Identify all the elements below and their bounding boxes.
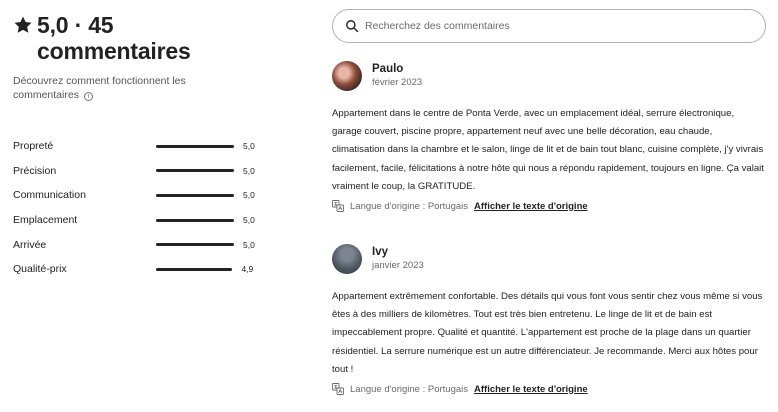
rating-headline (13, 12, 263, 64)
category-bar (156, 243, 234, 246)
search-box[interactable] (332, 9, 766, 43)
category-row (13, 134, 263, 159)
review-author (372, 245, 424, 273)
category-bar (156, 169, 234, 172)
review-author (372, 62, 422, 90)
category-name: Emplacement (13, 214, 78, 227)
review-translation-note (332, 383, 766, 395)
how-reviews-work-link[interactable] (13, 74, 263, 102)
original-language: Langue d'origine : Portugais (350, 383, 469, 395)
rating-score-count: 5,0 · 45 (37, 12, 114, 38)
category-row (13, 208, 263, 233)
translate-icon (332, 200, 344, 212)
review-header (332, 244, 766, 274)
show-original-link[interactable]: Afficher le texte d'origine (474, 200, 588, 212)
review-translation-note (332, 200, 766, 212)
subtitle-line-2: commentaires (13, 89, 79, 101)
search-icon (345, 19, 359, 33)
original-language: Langue d'origine : Portugais (350, 200, 469, 212)
category-value: 5,0 (243, 239, 255, 250)
category-value: 5,0 (243, 215, 255, 226)
review-item (332, 61, 766, 212)
category-name: Propreté (13, 140, 54, 153)
category-row (13, 183, 263, 208)
category-name: Qualité-prix (13, 263, 67, 276)
review-item (332, 244, 766, 395)
avatar[interactable] (332, 61, 362, 91)
rating-title-word: commentaires (37, 38, 191, 64)
info-icon[interactable]: i (84, 92, 93, 101)
category-row (13, 257, 263, 282)
category-bar (156, 268, 232, 271)
category-value: 5,0 (243, 141, 255, 152)
category-ratings (13, 134, 263, 282)
category-value: 5,0 (243, 165, 255, 176)
rating-title (37, 12, 191, 64)
search-input[interactable] (365, 20, 745, 32)
review-date: janvier 2023 (372, 260, 424, 271)
review-header (332, 61, 766, 91)
category-value: 5,0 (243, 190, 255, 201)
star-icon (13, 15, 33, 35)
review-text: Appartement extrêmement confortable. Des détails qui vous font vous sentir chez vous même si vous êtes à des milliers de kilomètres. Tout est très bien entretenu. Le linge de lit et de bain est impeccablement propre. Qualité et quantité. L'appartement est proche de la plage dans un quartier résidentiel. La serrure numérique est un autre différenciateur. Je recommande. Merci aux hôtes pour tout ! (332, 291, 763, 375)
show-original-link[interactable]: Afficher le texte d'origine (474, 383, 588, 395)
category-name: Arrivée (13, 238, 47, 251)
reviewer-name: Ivy (372, 246, 388, 258)
category-row (13, 159, 263, 184)
category-bar (156, 219, 234, 222)
review-date: février 2023 (372, 77, 423, 88)
review-text: Appartement dans le centre de Ponta Verde, avec un emplacement idéal, serrure électronique, garage couvert, piscine propre, appartement neuf avec une belle décoration, eau chaude, climatisation dans la chambre et le salon, linge de lit et de bain tout blanc, cuisine complète, j'y vivrais facilement, facile, félicitations à notre hôte qui nous a répondu rapidement, toujours en ligne. Ça valait vraiment le coup, la GRATITUDE. (332, 108, 764, 192)
category-name: Précision (13, 164, 57, 177)
category-row (13, 232, 263, 257)
translate-icon (332, 383, 344, 395)
reviewer-name: Paulo (372, 63, 404, 75)
category-bar (156, 194, 234, 197)
subtitle-line-1: Découvrez comment fonctionnent les (13, 75, 186, 87)
rating-summary-panel (13, 12, 263, 282)
category-name: Communication (13, 189, 86, 202)
category-bar (156, 145, 234, 148)
reviews-panel (332, 9, 766, 395)
avatar[interactable] (332, 244, 362, 274)
category-value: 4,9 (241, 264, 254, 275)
